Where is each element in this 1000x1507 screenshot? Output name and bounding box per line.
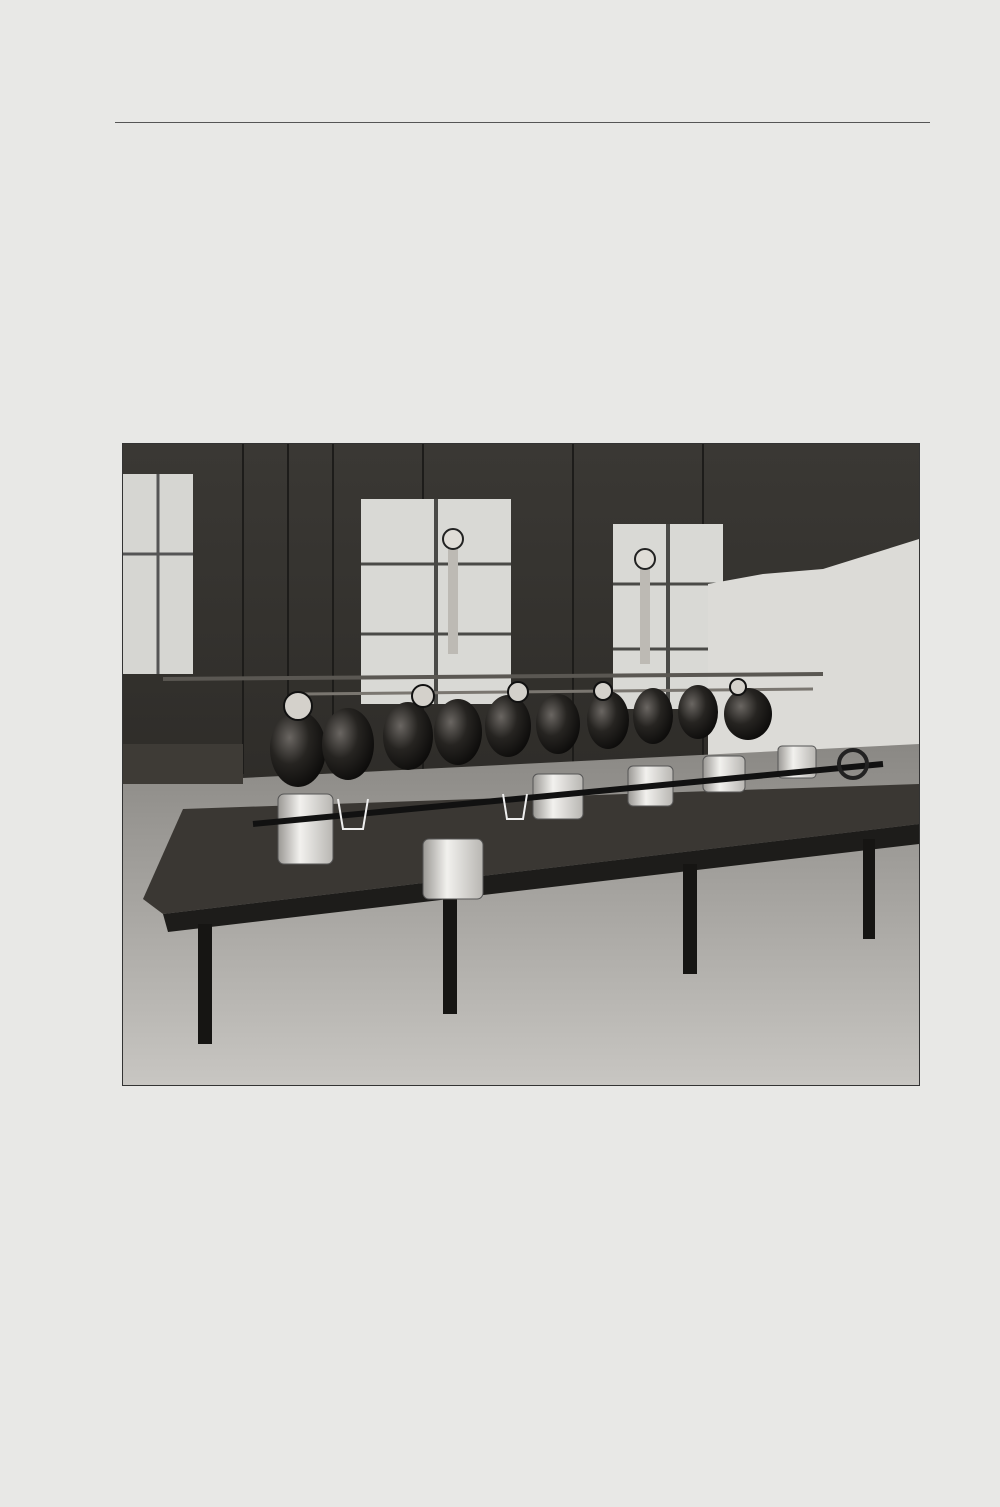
plate-photograph [122, 443, 920, 1086]
window-right [613, 524, 723, 709]
window-center [361, 499, 511, 704]
spinning-machine-photo [123, 444, 919, 1085]
header-rule [115, 122, 930, 123]
running-head [0, 88, 1000, 118]
window-left [123, 474, 193, 674]
figure-caption [0, 1110, 1000, 1125]
